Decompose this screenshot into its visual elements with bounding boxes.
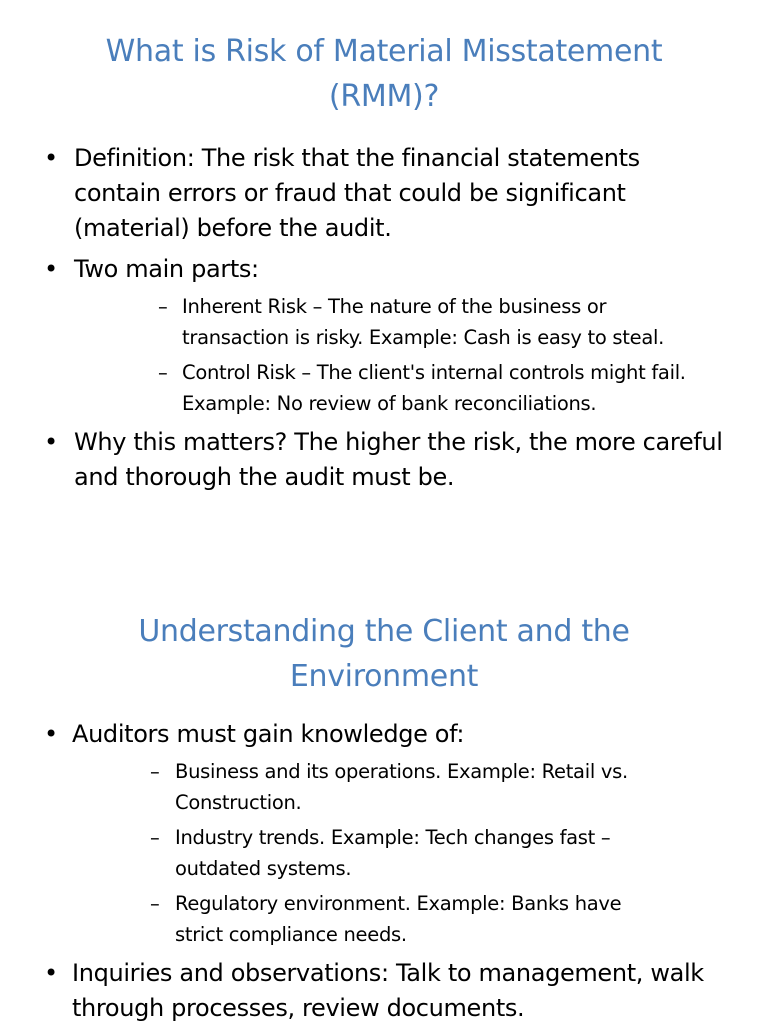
slide-title: What is Risk of Material Misstatement (RMM)? [105, 34, 663, 114]
sub-item-regulatory-environment [72, 888, 728, 950]
bullet-text: Definition: The risk that the financial statements contain errors or fraud that could be significant (material) before the audit. [74, 144, 640, 242]
bullet-item-two-main-parts [0, 252, 768, 419]
bullet-icon: • [44, 720, 58, 748]
sub-item-text: Control Risk – The client's internal controls might fail. Example: No review of bank reconciliations. [182, 361, 686, 415]
sub-item-text: Regulatory environment. Example: Banks have strict compliance needs. [175, 892, 622, 946]
sub-item-text: Industry trends. Example: Tech changes fast – outdated systems. [175, 826, 611, 880]
bullet-item-knowledge [0, 717, 768, 950]
sub-item-inherent-risk [74, 291, 728, 353]
bullet-text: Two main parts: [74, 255, 259, 283]
dash-icon: – [150, 760, 160, 783]
bullet-item-why-this-matters [0, 425, 768, 495]
sub-item-business-operations [72, 756, 728, 818]
dash-icon: – [150, 892, 160, 915]
bullet-item-inquiries [0, 956, 768, 1026]
bullet-list [0, 141, 768, 495]
dash-icon: – [158, 361, 168, 384]
sub-item-control-risk [74, 357, 728, 419]
bullet-item-definition [0, 141, 768, 246]
bullet-icon: • [44, 255, 58, 283]
dash-icon: – [150, 826, 160, 849]
dash-icon: – [158, 295, 168, 318]
bullet-icon: • [44, 144, 58, 172]
slide-understanding-client [0, 604, 768, 1026]
bullet-icon: • [44, 959, 58, 987]
bullet-text: Auditors must gain knowledge of: [72, 720, 465, 748]
bullet-text: Why this matters? The higher the risk, the more careful and thorough the audit must be. [74, 428, 723, 491]
sub-bullet-list [74, 291, 728, 419]
sub-bullet-list [72, 756, 728, 950]
bullet-icon: • [44, 428, 58, 456]
sub-item-industry-trends [72, 822, 728, 884]
bullet-text: Inquiries and observations: Talk to management, walk through processes, review documents. [72, 959, 704, 1022]
sub-item-text: Business and its operations. Example: Retail vs. Construction. [175, 760, 628, 814]
sub-item-text: Inherent Risk – The nature of the business or transaction is risky. Example: Cash is easy to steal. [182, 295, 664, 349]
slide-title: Understanding the Client and the Environment [138, 614, 630, 694]
bullet-list [0, 717, 768, 1026]
slide-rmm [0, 0, 768, 495]
